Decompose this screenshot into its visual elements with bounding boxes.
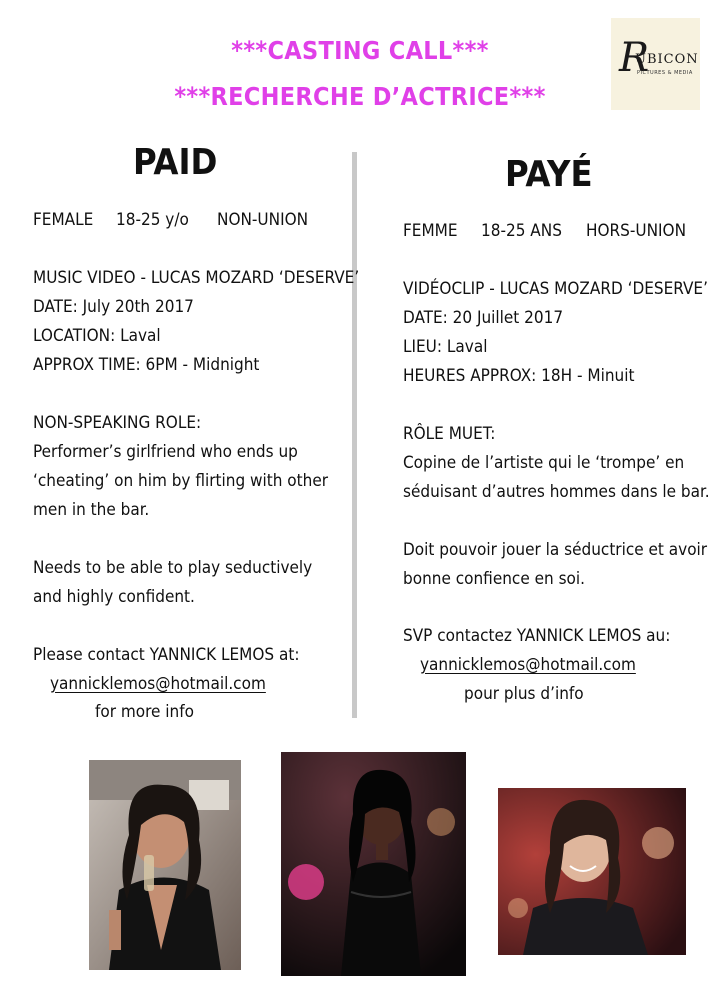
heading-paid: PAID: [133, 142, 218, 183]
fr-role-desc-2: séduisant d’autres hommes dans le bar.: [403, 482, 710, 502]
logo-subtext: PICTURES & MEDIA: [637, 70, 693, 76]
fr-role-title: RÔLE MUET:: [403, 424, 496, 444]
actress-photo-2: [281, 752, 466, 976]
fr-date: DATE: 20 Juillet 2017: [403, 308, 564, 328]
column-divider: [352, 152, 357, 718]
en-date: DATE: July 20th 2017: [33, 297, 194, 317]
fr-union: HORS-UNION: [586, 221, 687, 241]
fr-requirement-2: bonne confience en soi.: [403, 569, 586, 589]
en-project: MUSIC VIDEO - LUCAS MOZARD ‘DESERVE’: [33, 268, 360, 288]
fr-requirement-1: Doit pouvoir jouer la séductrice et avoir: [403, 540, 708, 560]
title-recherche-actrice: ***RECHERCHE D’ACTRICE***: [174, 82, 546, 111]
en-contact: Please contact YANNICK LEMOS at:: [33, 645, 300, 665]
en-role-desc-1: Performer’s girlfriend who ends up: [33, 442, 298, 462]
en-requirement-1: Needs to be able to play seductively: [33, 558, 313, 578]
fr-contact: SVP contactez YANNICK LEMOS au:: [403, 626, 671, 646]
actress-photo-1: [89, 760, 241, 970]
fr-location: LIEU: Laval: [403, 337, 488, 357]
logo-letter: R: [619, 35, 650, 81]
en-time: APPROX TIME: 6PM - Midnight: [33, 355, 260, 375]
fr-role-desc-1: Copine de l’artiste qui le ‘trompe’ en: [403, 453, 685, 473]
fr-more-info: pour plus d’info: [464, 684, 584, 704]
en-role-desc-3: men in the bar.: [33, 500, 150, 520]
en-role-title: NON-SPEAKING ROLE:: [33, 413, 202, 433]
title-casting-call: ***CASTING CALL***: [231, 36, 489, 65]
en-role-desc-2: ‘cheating’ on him by flirting with other: [33, 471, 329, 491]
en-requirement-2: and highly confident.: [33, 587, 195, 607]
rubicon-logo: [611, 18, 700, 110]
fr-time: HEURES APPROX: 18H - Minuit: [403, 366, 635, 386]
fr-age: 18-25 ANS: [481, 221, 562, 241]
en-location: LOCATION: Laval: [33, 326, 161, 346]
fr-project: VIDÉOCLIP - LUCAS MOZARD ‘DESERVE’: [403, 279, 708, 299]
en-age: 18-25 y/o: [116, 210, 189, 230]
actress-photo-3: [498, 788, 686, 955]
heading-paye: PAYÉ: [505, 154, 593, 195]
en-gender: FEMALE: [33, 210, 94, 230]
en-union: NON-UNION: [217, 210, 309, 230]
fr-gender: FEMME: [403, 221, 458, 241]
en-more-info: for more info: [95, 702, 194, 722]
en-email-link[interactable]: yannicklemos@hotmail.com: [50, 674, 266, 694]
logo-wordmark: UBICON: [635, 52, 699, 67]
fr-email-link[interactable]: yannicklemos@hotmail.com: [420, 655, 636, 675]
